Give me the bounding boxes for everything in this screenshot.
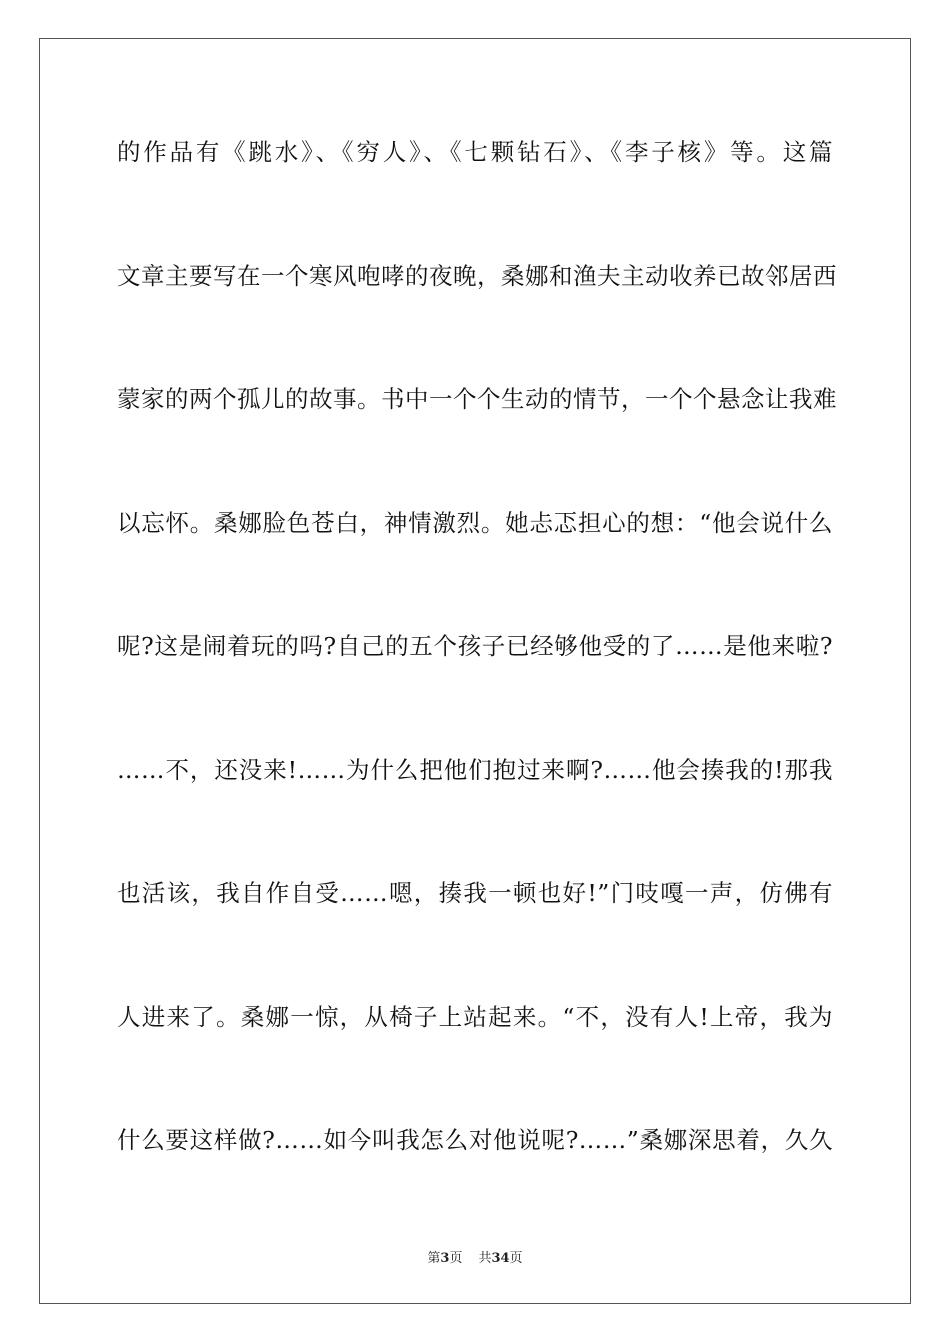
- total-pages: 34: [491, 1251, 510, 1266]
- page-footer: [0, 1247, 950, 1266]
- text-line: 的作品有《跳水》、《穷人》、《七颗钻石》、《李子核》等。这篇: [117, 138, 833, 166]
- text-line: 什么要这样做?……如今叫我怎么对他说呢?……”桑娜深思着，久久: [117, 1126, 833, 1154]
- text-line: 蒙家的两个孤儿的故事。书中一个个生动的情节，一个个悬念让我难: [117, 385, 837, 413]
- text-line: 人进来了。桑娜一惊，从椅子上站起来。“不，没有人!上帝，我为: [117, 1002, 833, 1031]
- text-line: ……不，还没来!……为什么把他们抱过来啊?……他会揍我的!那我: [117, 755, 833, 784]
- total-suffix: 页: [509, 1251, 523, 1266]
- text-line: 文章主要写在一个寒风咆哮的夜晚，桑娜和渔夫主动收养已故邻居西: [117, 261, 837, 290]
- text-line: 呢?这是闹着玩的吗?自己的五个孩子已经够他受的了……是他来啦?: [117, 632, 833, 660]
- document-body: [117, 124, 837, 1236]
- page-suffix: 页: [449, 1251, 463, 1266]
- page-number: 3: [440, 1251, 450, 1266]
- text-line: 也活该，我自作自受……嗯，揍我一顿也好!”门吱嘎一声，仿佛有: [117, 879, 833, 907]
- text-line: 以忘怀。桑娜脸色苍白，神情激烈。她忐忑担心的想：“他会说什么: [117, 508, 833, 537]
- page-prefix: 第: [427, 1251, 441, 1266]
- total-prefix: 共: [478, 1251, 492, 1266]
